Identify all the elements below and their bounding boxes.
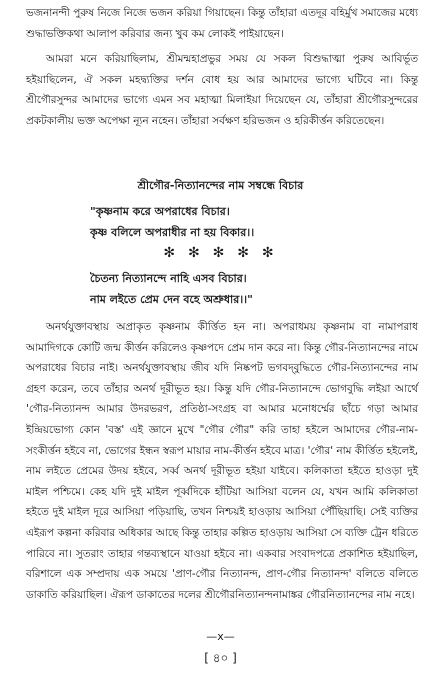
paragraph-second: আমরা মনে করিয়াছিলাম, শ্রীমন্মহাপ্রভুর সময় যে সকল বিশুদ্ধাত্মা পুরুষ আবির্ভূত হইয়াছিলেন, ঐ সকল মহদ্ব্যক্তির দর্শন বোধ হয় আর আমাদের ভাগ্যে ঘটিবে না। কিন্তু শ্রীগৌরসুন্দর আমাদের ভাগ্যে এমন সব মহাত্মা মিলাইয়া দিয়েছেন যে, তাঁহারা শ্রীগৌরসুন্দরের প্রকটকালীয় ভক্ত অপেক্ষা ন্যূন নহেন। তাঁহারা সর্বক্ষণ হরিভজন ও হরিকীর্ত্তন করিতেছেন। [26, 53, 418, 127]
star-separator: ✻ ✻ ✻ ✻ ✻ [163, 245, 278, 261]
verse-line-2: কৃষ্ণ বলিলে অপরাধীর না হয় বিকার।। [90, 226, 255, 239]
verse-line-1: "কৃষ্ণনাম করে অপরাধের বিচার। [90, 205, 230, 218]
paragraph-opening: ভজনানন্দী পুরুষ নিজে নিজে ভজন করিয়া গিয়াছেন। কিন্তু তাঁহারা এতদূর বহির্মুখ সমাজের মধ্যে শুদ্ধাভক্তিকথা আলাপ করিবার জন্য খুব কম লোকই পাইয়াছেন। [26, 7, 418, 40]
verse-line-3: চৈতন্য নিত্যানন্দে নাহি এসব বিচার। [90, 272, 247, 285]
verse-line-4: নাম লইতে প্রেম দেন বহে অশ্রুধার।।" [90, 293, 253, 306]
page-number: [ ৪০ ] [204, 651, 237, 665]
section-heading: শ্রীগৌর-নিত্যানন্দের নাম সম্বন্ধে বিচার [137, 179, 304, 192]
end-separator: —x— [206, 630, 235, 643]
paragraph-main: অনর্থযুক্তাবস্থায় অপ্রাকৃত কৃষ্ণনাম কীর্ত্তিত হন না। অপরাধময় কৃষ্ণনাম বা নামাপরাধ আমাদিগকে কোটি জন্ম কীর্ত্তন করিলেও কৃষ্ণপদে প্রেম দান করে না। কিন্তু গৌর-নিত্যানন্দের নামে অপরাধের বিচার নাই। অনর্থযুক্তাবস্থায় জীব যদি নিষ্কপট ভগবদ্‌বুদ্ধিতে গৌর-নিত্যানন্দের নাম গ্রহণ করেন, তবে তাঁহার অনর্থ দূরীভূত হয়। কিন্তু যদি গৌর-নিত্যানন্দে ভোগবুদ্ধি লইয়া আর্থে 'গৌর-নিত্যানন্দ আমার উদরভরণ, প্রতিষ্ঠা-সংগ্রহ বা আমার মনোধর্ম্মের ছাঁচে গড়া আমার ইন্দ্রিয়ভোগ্য কোন 'বস্ত' এই জ্ঞানে মুখে "গৌর গৌর" করি তাহা হইলে আমাদের গৌর-নাম-সংকীর্ত্তন হইবে না, ভোগের ইন্ধন স্বরূপ মায়ার নাম-কীর্ত্তন হইবে মাত্র। 'গৌর' নাম কীর্ত্তিত হইলেই, নাম লইতে প্রেমের উদয় হইবে, সর্ব্ব অনর্থ দূরীভূত হইয়া যাইবে। কলিকাতা হইতে হাওড়া দুই মাইল পশ্চিমে। কেহ যদি দুই মাইল পূর্ব্বদিকে হাঁটিয়া আসিয়া বলেন যে, যখন আমি কলিকাতা হইতে দুই মাইল দূরে আসিয়া পড়িয়াছি, তখন নিশ্চয়ই হাওড়ায় আসিয়া পৌঁছিয়াছি। সেই ব্যক্তির এইরূপ কল্পনা করিবার অধিকার আছে কিন্তু তাহার কল্পিত হাওড়ায় আসিয়া সে ব্যক্তি ট্রেন ধরিতে পারিবে না। সুতরাং তাহার গন্তব্যস্থানে যাওয়া হইবে না। একবার সংবাদপত্রে প্রকাশিত হইয়াছিল, বরিশালে এক সম্প্রদায় এক সময়ে 'প্রাণ-গৌর নিত্যানন্দ, প্রাণ-গৌর নিত্যানন্দ' বলিতে বলিতে ডাকাতি করিয়াছিল। ঐরূপ ডাকাতের দলের শ্রীগৌরনিত্যানন্দনামাঙ্কর গৌরনিত্যানন্দের নাম নহে। [26, 321, 418, 601]
